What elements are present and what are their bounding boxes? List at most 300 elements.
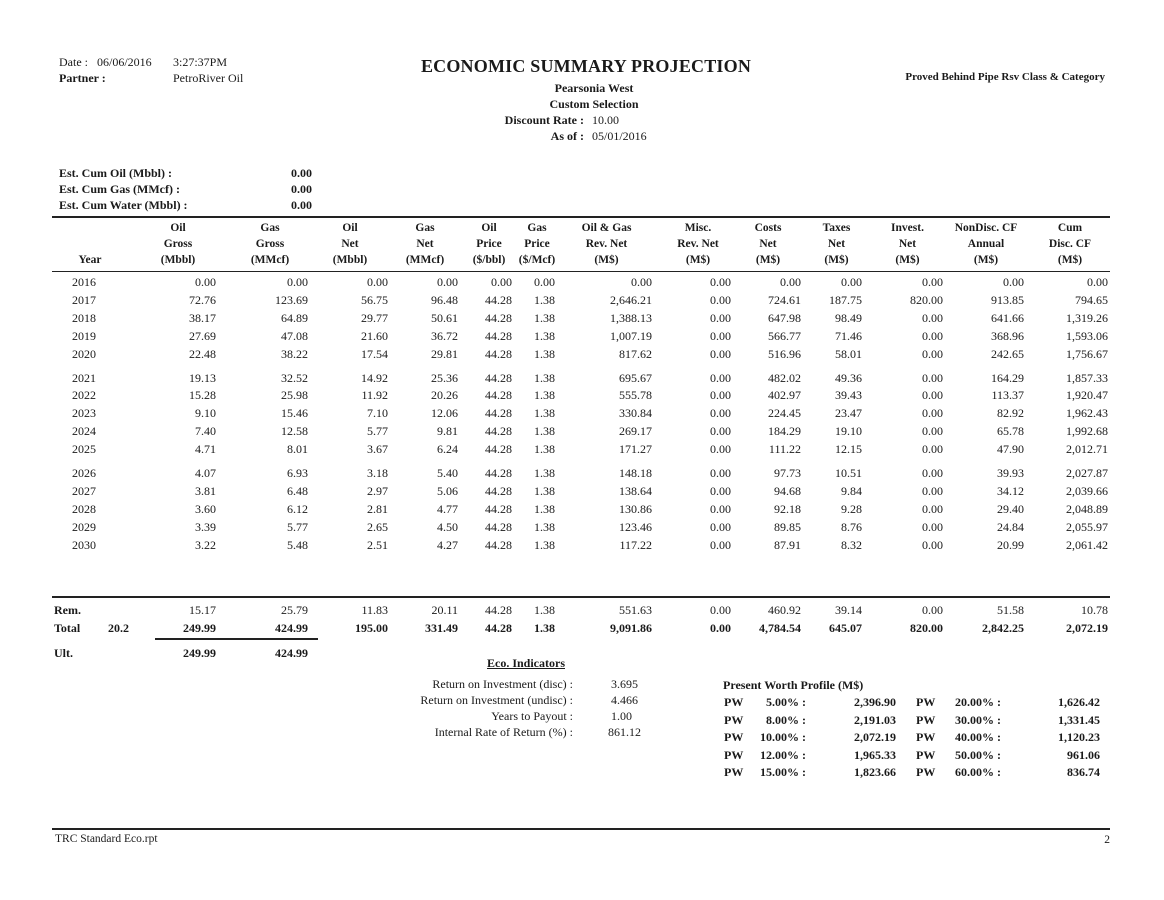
column-header-oil-net: (Mbbl): [332, 254, 368, 266]
cell-oil-net: 2.51: [367, 537, 388, 552]
column-header-invest-net: Net: [898, 238, 917, 250]
cell-oil-price: 44.28: [485, 501, 512, 516]
cell-gas-net: 20.26: [431, 388, 458, 403]
column-header-cum-disc-cf: (M$): [1057, 254, 1083, 266]
column-header-gas-net: Gas: [415, 222, 435, 234]
column-header-gas-price: ($/Mcf): [518, 254, 556, 266]
cell-gas-price: 1.38: [534, 501, 555, 516]
cell-costs-net: 87.91: [774, 537, 801, 552]
column-header-oil-gas-rev-net: Rev. Net: [585, 238, 628, 250]
cell-gas-net: 4.27: [437, 537, 458, 552]
column-header-oil-gross: Oil: [170, 222, 186, 234]
cell-oil-net: 56.75: [361, 292, 388, 307]
total-oil-gross: 249.99: [183, 621, 216, 635]
ult-label: Ult.: [54, 646, 73, 660]
cell-gas-gross: 123.69: [275, 292, 308, 307]
cell-gas-net: 4.50: [437, 519, 458, 534]
cell-nondisc-cf-annual: 20.99: [997, 537, 1024, 552]
rem-label: Rem.: [54, 603, 81, 617]
pw-right-label: PW: [916, 765, 936, 779]
cell-gas-price: 1.38: [534, 292, 555, 307]
pw-right-value: 836.74: [1067, 765, 1100, 779]
cell-cum-disc-cf: 1,857.33: [1066, 370, 1108, 385]
cell-gas-price: 1.38: [534, 519, 555, 534]
cell-cum-disc-cf: 2,027.87: [1066, 466, 1108, 480]
cell-cum-disc-cf: 2,061.42: [1066, 537, 1108, 552]
cell-oil-price: 44.28: [485, 388, 512, 403]
pw-right-rate: 40.00% :: [955, 730, 1001, 744]
column-header-oil-gas-rev-net: Oil & Gas: [581, 222, 632, 234]
cell-gas-net: 6.24: [437, 442, 458, 457]
column-header-oil-net: Net: [341, 238, 359, 250]
cell-oil-gross: 4.07: [195, 466, 216, 480]
cell-taxes-net: 19.10: [835, 424, 862, 439]
cell-misc-rev-net: 0.00: [710, 442, 731, 457]
cell-oil-gross: 15.28: [189, 388, 216, 403]
cell-gas-price: 1.38: [534, 483, 555, 498]
cell-oil-net: 3.67: [367, 442, 388, 457]
cell-oil-gross: 3.39: [195, 519, 216, 534]
as-of-label: As of :: [550, 129, 584, 143]
cell-gas-net: 4.77: [437, 501, 458, 516]
cell-invest-net: 0.00: [922, 370, 943, 385]
roi-undisc-label: Return on Investment (undisc) :: [420, 693, 573, 707]
cell-nondisc-cf-annual: 82.92: [997, 406, 1024, 421]
cell-cum-disc-cf: 2,012.71: [1066, 442, 1108, 457]
cell-invest-net: 0.00: [922, 537, 943, 552]
ult-gas-gross: 424.99: [275, 646, 308, 660]
cell-cum-disc-cf: 1,920.47: [1066, 388, 1108, 403]
rem-oil-price: 44.28: [485, 603, 512, 617]
cell-oil-gas-rev-net: 817.62: [619, 346, 652, 361]
est-cum-gas-label: Est. Cum Gas (MMcf) :: [59, 182, 180, 196]
column-header-oil-gas-rev-net: (M$): [594, 254, 619, 266]
cell-costs-net: 224.45: [768, 406, 801, 421]
report-title: ECONOMIC SUMMARY PROJECTION: [420, 56, 752, 76]
cell-taxes-net: 58.01: [835, 346, 862, 361]
cell-year: 2026: [72, 466, 96, 480]
pw-left-label: PW: [724, 695, 744, 709]
column-header-oil-price: Price: [476, 238, 502, 250]
cell-gas-net: 29.81: [431, 346, 458, 361]
column-header-nondisc-cf-annual: NonDisc. CF: [954, 222, 1018, 234]
est-cum-water-label: Est. Cum Water (Mbbl) :: [59, 198, 188, 212]
cell-gas-price: 1.38: [534, 442, 555, 457]
cell-gas-gross: 6.48: [287, 483, 308, 498]
discount-rate-label: Discount Rate :: [504, 113, 584, 127]
cell-misc-rev-net: 0.00: [710, 292, 731, 307]
cell-oil-price: 44.28: [485, 483, 512, 498]
cell-invest-net: 0.00: [922, 346, 943, 361]
cell-taxes-net: 23.47: [835, 406, 862, 421]
pw-profile-title: Present Worth Profile (M$): [723, 678, 864, 692]
column-header-taxes-net: Taxes: [822, 222, 851, 234]
cell-gas-gross: 0.00: [287, 275, 308, 289]
cell-misc-rev-net: 0.00: [710, 537, 731, 552]
column-header-gas-net: (MMcf): [405, 254, 445, 266]
rem-misc-rev-net: 0.00: [710, 603, 731, 617]
cell-oil-price: 44.28: [485, 406, 512, 421]
cell-nondisc-cf-annual: 368.96: [991, 328, 1024, 343]
cell-gas-net: 0.00: [437, 275, 458, 289]
cell-costs-net: 94.68: [774, 483, 801, 498]
rem-costs-net: 460.92: [768, 603, 801, 617]
column-header-oil-price: ($/bbl): [472, 254, 506, 266]
cell-oil-gross: 3.60: [195, 501, 216, 516]
cell-nondisc-cf-annual: 242.65: [991, 346, 1024, 361]
cell-invest-net: 0.00: [922, 388, 943, 403]
cell-year: 2018: [72, 310, 96, 325]
cell-gas-net: 96.48: [431, 292, 458, 307]
cell-invest-net: 0.00: [922, 310, 943, 325]
cell-year: 2024: [72, 424, 96, 439]
roi-disc-value: 3.695: [611, 677, 638, 691]
cell-oil-price: 44.28: [485, 537, 512, 552]
pw-left-value: 1,965.33: [854, 747, 896, 762]
cell-nondisc-cf-annual: 113.37: [991, 388, 1024, 403]
cell-nondisc-cf-annual: 29.40: [997, 501, 1024, 516]
cell-gas-price: 1.38: [534, 310, 555, 325]
cell-misc-rev-net: 0.00: [710, 466, 731, 480]
cell-oil-gas-rev-net: 330.84: [619, 406, 652, 421]
cell-costs-net: 184.29: [768, 424, 801, 439]
cell-misc-rev-net: 0.00: [710, 501, 731, 516]
pw-right-value: 961.06: [1067, 747, 1100, 762]
cell-oil-gas-rev-net: 123.46: [619, 519, 652, 534]
date-value: 06/06/2016: [97, 55, 152, 69]
cell-cum-disc-cf: 1,992.68: [1066, 424, 1108, 439]
column-header-misc-rev-net: Rev. Net: [677, 238, 719, 250]
cell-gas-price: 1.38: [534, 466, 555, 480]
cell-taxes-net: 8.32: [841, 537, 862, 552]
cell-taxes-net: 9.84: [841, 483, 862, 498]
cell-oil-gas-rev-net: 695.67: [619, 370, 652, 385]
cell-oil-gas-rev-net: 130.86: [619, 501, 652, 516]
total-costs-net: 4,784.54: [759, 621, 801, 635]
cell-oil-gas-rev-net: 138.64: [619, 483, 652, 498]
cell-year: 2029: [72, 519, 96, 534]
cell-oil-gross: 4.71: [195, 442, 216, 457]
cell-nondisc-cf-annual: 913.85: [991, 292, 1024, 307]
cell-year: 2030: [72, 537, 96, 552]
pw-right-label: PW: [916, 695, 936, 709]
cell-oil-price: 44.28: [485, 424, 512, 439]
eco-indicators-title: Eco. Indicators: [487, 656, 565, 670]
total-label: Total: [54, 621, 81, 635]
column-header-misc-rev-net: Misc.: [684, 222, 712, 234]
total-oil-net: 195.00: [355, 621, 388, 635]
column-header-nondisc-cf-annual: Annual: [967, 238, 1005, 250]
cell-taxes-net: 0.00: [841, 275, 862, 289]
cell-taxes-net: 98.49: [835, 310, 862, 325]
cell-gas-gross: 32.52: [281, 370, 308, 385]
cell-oil-net: 7.10: [367, 406, 388, 421]
cell-nondisc-cf-annual: 47.90: [997, 442, 1024, 457]
cell-costs-net: 89.85: [774, 519, 801, 534]
cell-costs-net: 0.00: [780, 275, 801, 289]
cell-cum-disc-cf: 2,039.66: [1066, 483, 1108, 498]
pw-left-label: PW: [724, 712, 744, 727]
cell-year: 2016: [72, 275, 96, 289]
pw-right-rate: 20.00% :: [955, 695, 1001, 709]
column-header-gas-gross: Gas: [260, 222, 280, 234]
pw-right-rate: 50.00% :: [955, 747, 1001, 762]
total-gas-gross: 424.99: [275, 621, 308, 635]
footer-rule: [52, 828, 1110, 830]
cell-costs-net: 647.98: [768, 310, 801, 325]
cell-oil-gross: 7.40: [195, 424, 216, 439]
cell-misc-rev-net: 0.00: [710, 406, 731, 421]
cell-oil-gas-rev-net: 117.22: [619, 537, 652, 552]
cell-oil-price: 44.28: [485, 442, 512, 457]
table-bottom-rule: [52, 596, 1110, 598]
cell-gas-gross: 5.48: [287, 537, 308, 552]
cell-oil-gross: 19.13: [189, 370, 216, 385]
column-header-gas-gross: (MMcf): [250, 254, 290, 266]
table-header-rule: [52, 271, 1110, 272]
column-header-nondisc-cf-annual: (M$): [973, 254, 999, 266]
cell-nondisc-cf-annual: 164.29: [991, 370, 1024, 385]
cell-invest-net: 0.00: [922, 275, 943, 289]
cell-oil-net: 3.18: [367, 466, 388, 480]
cell-gas-gross: 6.93: [287, 466, 308, 480]
cell-gas-gross: 64.89: [281, 310, 308, 325]
rem-oil-gas-rev-net: 551.63: [619, 603, 652, 617]
cell-gas-price: 0.00: [534, 275, 555, 289]
pw-right-value: 1,626.42: [1058, 695, 1100, 709]
cell-gas-gross: 15.46: [281, 406, 308, 421]
cell-misc-rev-net: 0.00: [710, 346, 731, 361]
cell-oil-gas-rev-net: 269.17: [619, 424, 652, 439]
est-cum-oil-value: 0.00: [291, 166, 312, 180]
cell-oil-price: 44.28: [485, 370, 512, 385]
cell-gas-net: 12.06: [431, 406, 458, 421]
cell-oil-net: 21.60: [361, 328, 388, 343]
cell-cum-disc-cf: 794.65: [1075, 292, 1108, 307]
pw-right-value: 1,120.23: [1058, 730, 1100, 744]
table-top-rule: [52, 216, 1110, 218]
cell-oil-price: 44.28: [485, 328, 512, 343]
pw-right-rate: 30.00% :: [955, 712, 1001, 727]
cell-costs-net: 92.18: [774, 501, 801, 516]
column-header-cum-disc-cf: Disc. CF: [1048, 238, 1092, 250]
total-gas-net: 331.49: [425, 621, 458, 635]
cell-oil-gross: 22.48: [189, 346, 216, 361]
pw-right-rate: 60.00% :: [955, 765, 1001, 779]
cell-costs-net: 724.61: [768, 292, 801, 307]
cell-invest-net: 0.00: [922, 519, 943, 534]
cell-cum-disc-cf: 1,593.06: [1066, 328, 1108, 343]
est-cum-oil-label: Est. Cum Oil (Mbbl) :: [59, 166, 173, 180]
cell-costs-net: 566.77: [768, 328, 801, 343]
column-header-misc-rev-net: (M$): [685, 254, 711, 266]
cell-taxes-net: 49.36: [835, 370, 862, 385]
partner-value: PetroRiver Oil: [173, 71, 244, 85]
cell-year: 2022: [72, 388, 96, 403]
cell-invest-net: 0.00: [922, 501, 943, 516]
total-oil-price: 44.28: [485, 621, 512, 635]
cell-cum-disc-cf: 2,055.97: [1066, 519, 1108, 534]
cell-misc-rev-net: 0.00: [710, 483, 731, 498]
cell-year: 2021: [72, 370, 96, 385]
cell-oil-price: 44.28: [485, 519, 512, 534]
pw-left-rate: 8.00% :: [766, 712, 806, 727]
column-header-costs-net: Costs: [754, 222, 782, 234]
irr-value: 861.12: [608, 725, 641, 739]
rem-cum-disc-cf: 10.78: [1081, 603, 1108, 617]
cell-invest-net: 820.00: [910, 292, 943, 307]
pw-left-rate: 15.00% :: [760, 765, 806, 779]
column-header-cum-disc-cf: Cum: [1057, 222, 1083, 234]
cell-oil-gross: 38.17: [189, 310, 216, 325]
cell-invest-net: 0.00: [922, 442, 943, 457]
roi-undisc-value: 4.466: [611, 693, 638, 707]
cell-oil-gas-rev-net: 1,388.13: [610, 310, 652, 325]
cell-misc-rev-net: 0.00: [710, 370, 731, 385]
irr-label: Internal Rate of Return (%) :: [434, 725, 573, 739]
pw-left-value: 2,191.03: [854, 712, 896, 727]
cell-year: 2025: [72, 442, 96, 457]
cell-gas-price: 1.38: [534, 328, 555, 343]
cell-gas-price: 1.38: [534, 424, 555, 439]
reserve-class: Proved Behind Pipe Rsv Class & Category: [905, 71, 1105, 83]
cell-nondisc-cf-annual: 39.93: [997, 466, 1024, 480]
cell-cum-disc-cf: 2,048.89: [1066, 501, 1108, 516]
column-header-costs-net: Net: [759, 238, 777, 250]
cell-gas-gross: 25.98: [281, 388, 308, 403]
est-cum-gas-value: 0.00: [291, 182, 312, 196]
cell-year: 2017: [72, 292, 96, 307]
cell-oil-price: 44.28: [485, 466, 512, 480]
cell-gas-net: 36.72: [431, 328, 458, 343]
cell-oil-net: 5.77: [367, 424, 388, 439]
cell-cum-disc-cf: 0.00: [1087, 275, 1108, 289]
column-header-gas-price: Price: [524, 238, 550, 250]
cell-cum-disc-cf: 1,962.43: [1066, 406, 1108, 421]
ult-rule: [155, 638, 318, 640]
cell-nondisc-cf-annual: 0.00: [1003, 275, 1024, 289]
cell-taxes-net: 9.28: [841, 501, 862, 516]
cell-oil-gross: 0.00: [195, 275, 216, 289]
cell-cum-disc-cf: 1,756.67: [1066, 346, 1108, 361]
cell-oil-net: 11.92: [361, 388, 388, 403]
cell-costs-net: 402.97: [768, 388, 801, 403]
cell-costs-net: 516.96: [768, 346, 801, 361]
pw-left-label: PW: [724, 765, 744, 779]
cell-taxes-net: 187.75: [829, 292, 862, 307]
cell-oil-gross: 9.10: [195, 406, 216, 421]
rem-oil-net: 11.83: [361, 603, 388, 617]
cell-year: 2019: [72, 328, 96, 343]
cell-oil-net: 29.77: [361, 310, 388, 325]
total-cum-disc-cf: 2,072.19: [1066, 621, 1108, 635]
cell-invest-net: 0.00: [922, 466, 943, 480]
column-header-costs-net: (M$): [755, 254, 781, 266]
cell-year: 2020: [72, 346, 96, 361]
cell-gas-price: 1.38: [534, 537, 555, 552]
cell-gas-gross: 6.12: [287, 501, 308, 516]
years-to-payout-label: Years to Payout :: [491, 709, 573, 723]
total-nondisc-cf-annual: 2,842.25: [982, 621, 1024, 635]
cell-oil-gas-rev-net: 555.78: [619, 388, 652, 403]
column-header-gas-net: Net: [416, 238, 434, 250]
cell-gas-gross: 8.01: [287, 442, 308, 457]
report-file-name: TRC Standard Eco.rpt: [55, 833, 158, 845]
cell-misc-rev-net: 0.00: [710, 328, 731, 343]
cell-misc-rev-net: 0.00: [710, 519, 731, 534]
column-header-taxes-net: (M$): [824, 254, 849, 266]
cell-gas-gross: 47.08: [281, 328, 308, 343]
as-of-value: 05/01/2016: [592, 129, 647, 143]
column-header-oil-gross: (Mbbl): [160, 254, 196, 266]
page-number: 2: [1104, 834, 1110, 846]
cell-oil-net: 2.97: [367, 483, 388, 498]
cell-gas-price: 1.38: [534, 346, 555, 361]
cell-taxes-net: 71.46: [835, 328, 862, 343]
ult-oil-gross: 249.99: [183, 646, 216, 660]
cell-nondisc-cf-annual: 65.78: [997, 424, 1024, 439]
column-header-invest-net: Invest.: [891, 222, 924, 234]
cell-oil-gas-rev-net: 171.27: [619, 442, 652, 457]
cell-nondisc-cf-annual: 641.66: [991, 310, 1024, 325]
cell-gas-gross: 38.22: [281, 346, 308, 361]
cell-nondisc-cf-annual: 24.84: [997, 519, 1024, 534]
time-value: 3:27:37PM: [173, 55, 228, 69]
pw-left-value: 1,823.66: [854, 765, 896, 779]
rem-gas-price: 1.38: [534, 603, 555, 617]
cell-oil-gross: 27.69: [189, 328, 216, 343]
pw-left-rate: 12.00% :: [760, 747, 806, 762]
total-years: 20.2: [108, 621, 129, 635]
cell-misc-rev-net: 0.00: [710, 424, 731, 439]
cell-oil-price: 44.28: [485, 346, 512, 361]
cell-invest-net: 0.00: [922, 406, 943, 421]
cell-oil-net: 14.92: [361, 370, 388, 385]
cell-oil-net: 0.00: [367, 275, 388, 289]
cell-oil-price: 0.00: [491, 275, 512, 289]
cell-invest-net: 0.00: [922, 483, 943, 498]
pw-left-value: 2,396.90: [854, 695, 896, 709]
pw-left-value: 2,072.19: [854, 730, 896, 744]
total-gas-price: 1.38: [534, 621, 555, 635]
cell-gas-price: 1.38: [534, 388, 555, 403]
total-taxes-net: 645.07: [829, 621, 862, 635]
pw-left-label: PW: [724, 730, 744, 744]
pw-right-label: PW: [916, 712, 936, 727]
column-header-gas-gross: Gross: [255, 238, 285, 250]
cell-gas-gross: 12.58: [281, 424, 308, 439]
pw-right-label: PW: [916, 730, 936, 744]
years-to-payout-value: 1.00: [611, 709, 632, 723]
cell-gas-net: 50.61: [431, 310, 458, 325]
pw-left-label: PW: [724, 747, 744, 762]
cell-oil-gas-rev-net: 1,007.19: [610, 328, 652, 343]
pw-left-rate: 5.00% :: [766, 695, 806, 709]
cell-nondisc-cf-annual: 34.12: [997, 483, 1024, 498]
total-misc-rev-net: 0.00: [710, 621, 731, 635]
partner-label: Partner :: [59, 71, 106, 85]
est-cum-water-value: 0.00: [291, 198, 312, 212]
column-header-invest-net: (M$): [895, 254, 920, 266]
cell-gas-net: 5.40: [437, 466, 458, 480]
rem-invest-net: 0.00: [922, 603, 943, 617]
cell-misc-rev-net: 0.00: [710, 275, 731, 289]
column-header-year: Year: [78, 254, 102, 266]
cell-year: 2028: [72, 501, 96, 516]
column-header-gas-price: Gas: [527, 222, 547, 234]
lease-name: Pearsonia West: [554, 81, 634, 95]
cell-gas-net: 9.81: [437, 424, 458, 439]
